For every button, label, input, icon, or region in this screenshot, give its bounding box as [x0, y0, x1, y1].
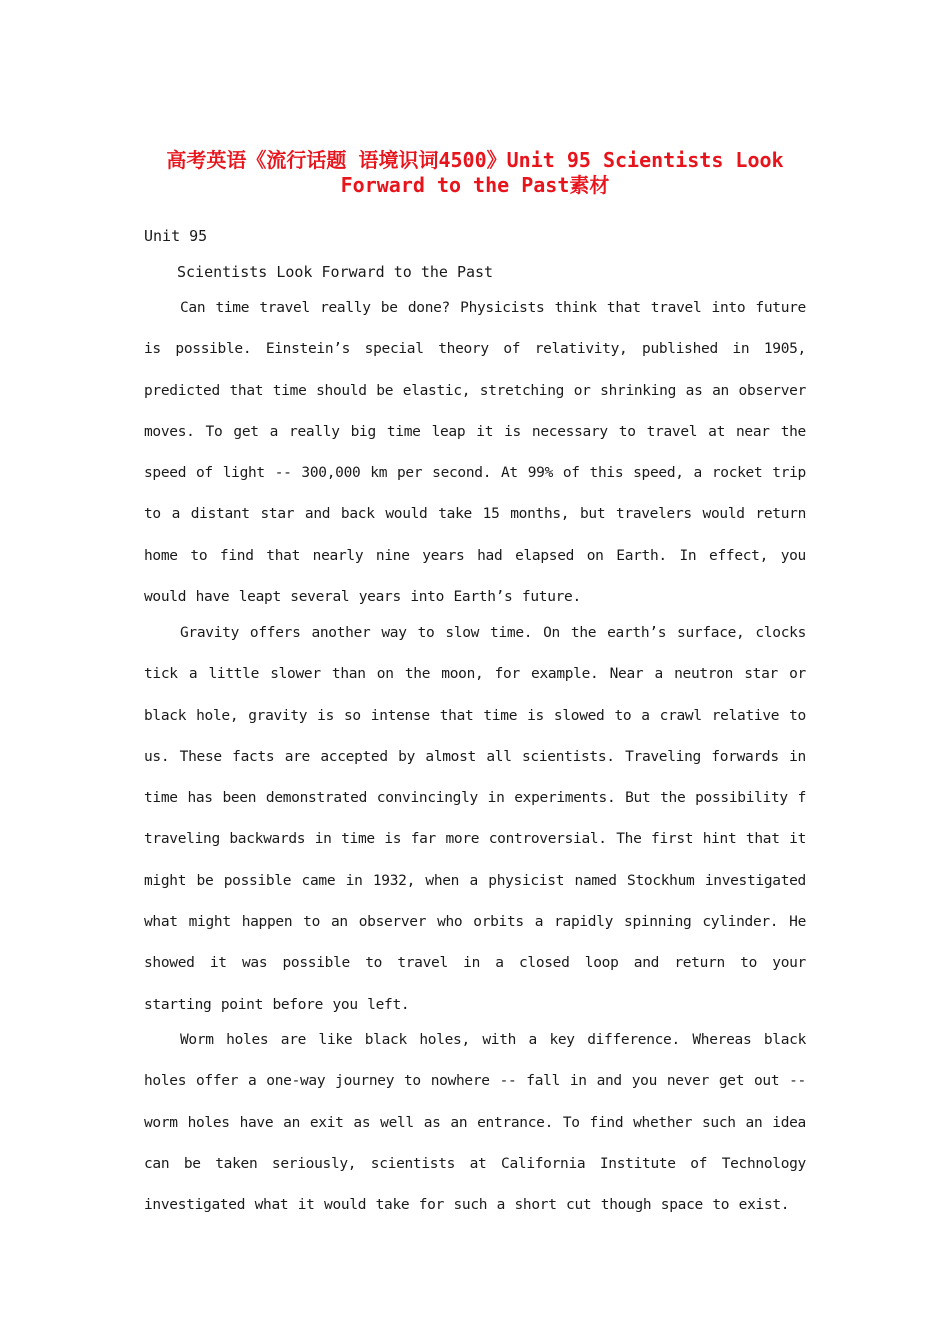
- title-line-2: Forward to the Past素材: [340, 173, 610, 197]
- paragraph-1: Can time travel really be done? Physicists think that travel into future is possible. Einstein’s special theory of relativity, published in 1905, predicted that time should be elastic, stretching or shrinking as an observer moves. To get a really big time leap it is necessary to travel at near the speed of light -- 300,000 km per second. At 99% of this speed, a rocket trip to a distant star and back would take 15 months, but travelers would return home to find that nearly nine years had elapsed on Earth. In effect, you would have leapt several years into Earth’s future.: [144, 300, 806, 606]
- title-line-1: 高考英语《流行话题 语境识词4500》Unit 95 Scientists Look: [166, 148, 784, 172]
- document-title: [100, 148, 850, 198]
- paragraph-2: Gravity offers another way to slow time. On the earth’s surface, clocks tick a little slower than on the moon, for example. Near a neutron star or black hole, gravity is so intense that time is slowed to a crawl relative to us. These facts are accepted by almost all scientists. Traveling forwards in time has been demonstrated convincingly in experiments. But the possibility f traveling backwards in time is far more controversial. The first hint that it might be possible came in 1932, when a physicist named Stockhum investigated what might happen to an observer who orbits a rapidly spinning cylinder. He showed it was possible to travel in a closed loop and return to your starting point before you left.: [144, 625, 806, 1013]
- article-subtitle: Scientists Look Forward to the Past: [177, 263, 494, 281]
- unit-label: Unit 95: [144, 227, 208, 245]
- paragraph-3: Worm holes are like black holes, with a key difference. Whereas black holes offer a one-way journey to nowhere -- fall in and you never get out -- worm holes have an exit as well as an entrance. To find whether such an idea can be taken seriously, scientists at California Institute of Technology investigated what it would take for such a short cut though space to exist.: [144, 1032, 806, 1214]
